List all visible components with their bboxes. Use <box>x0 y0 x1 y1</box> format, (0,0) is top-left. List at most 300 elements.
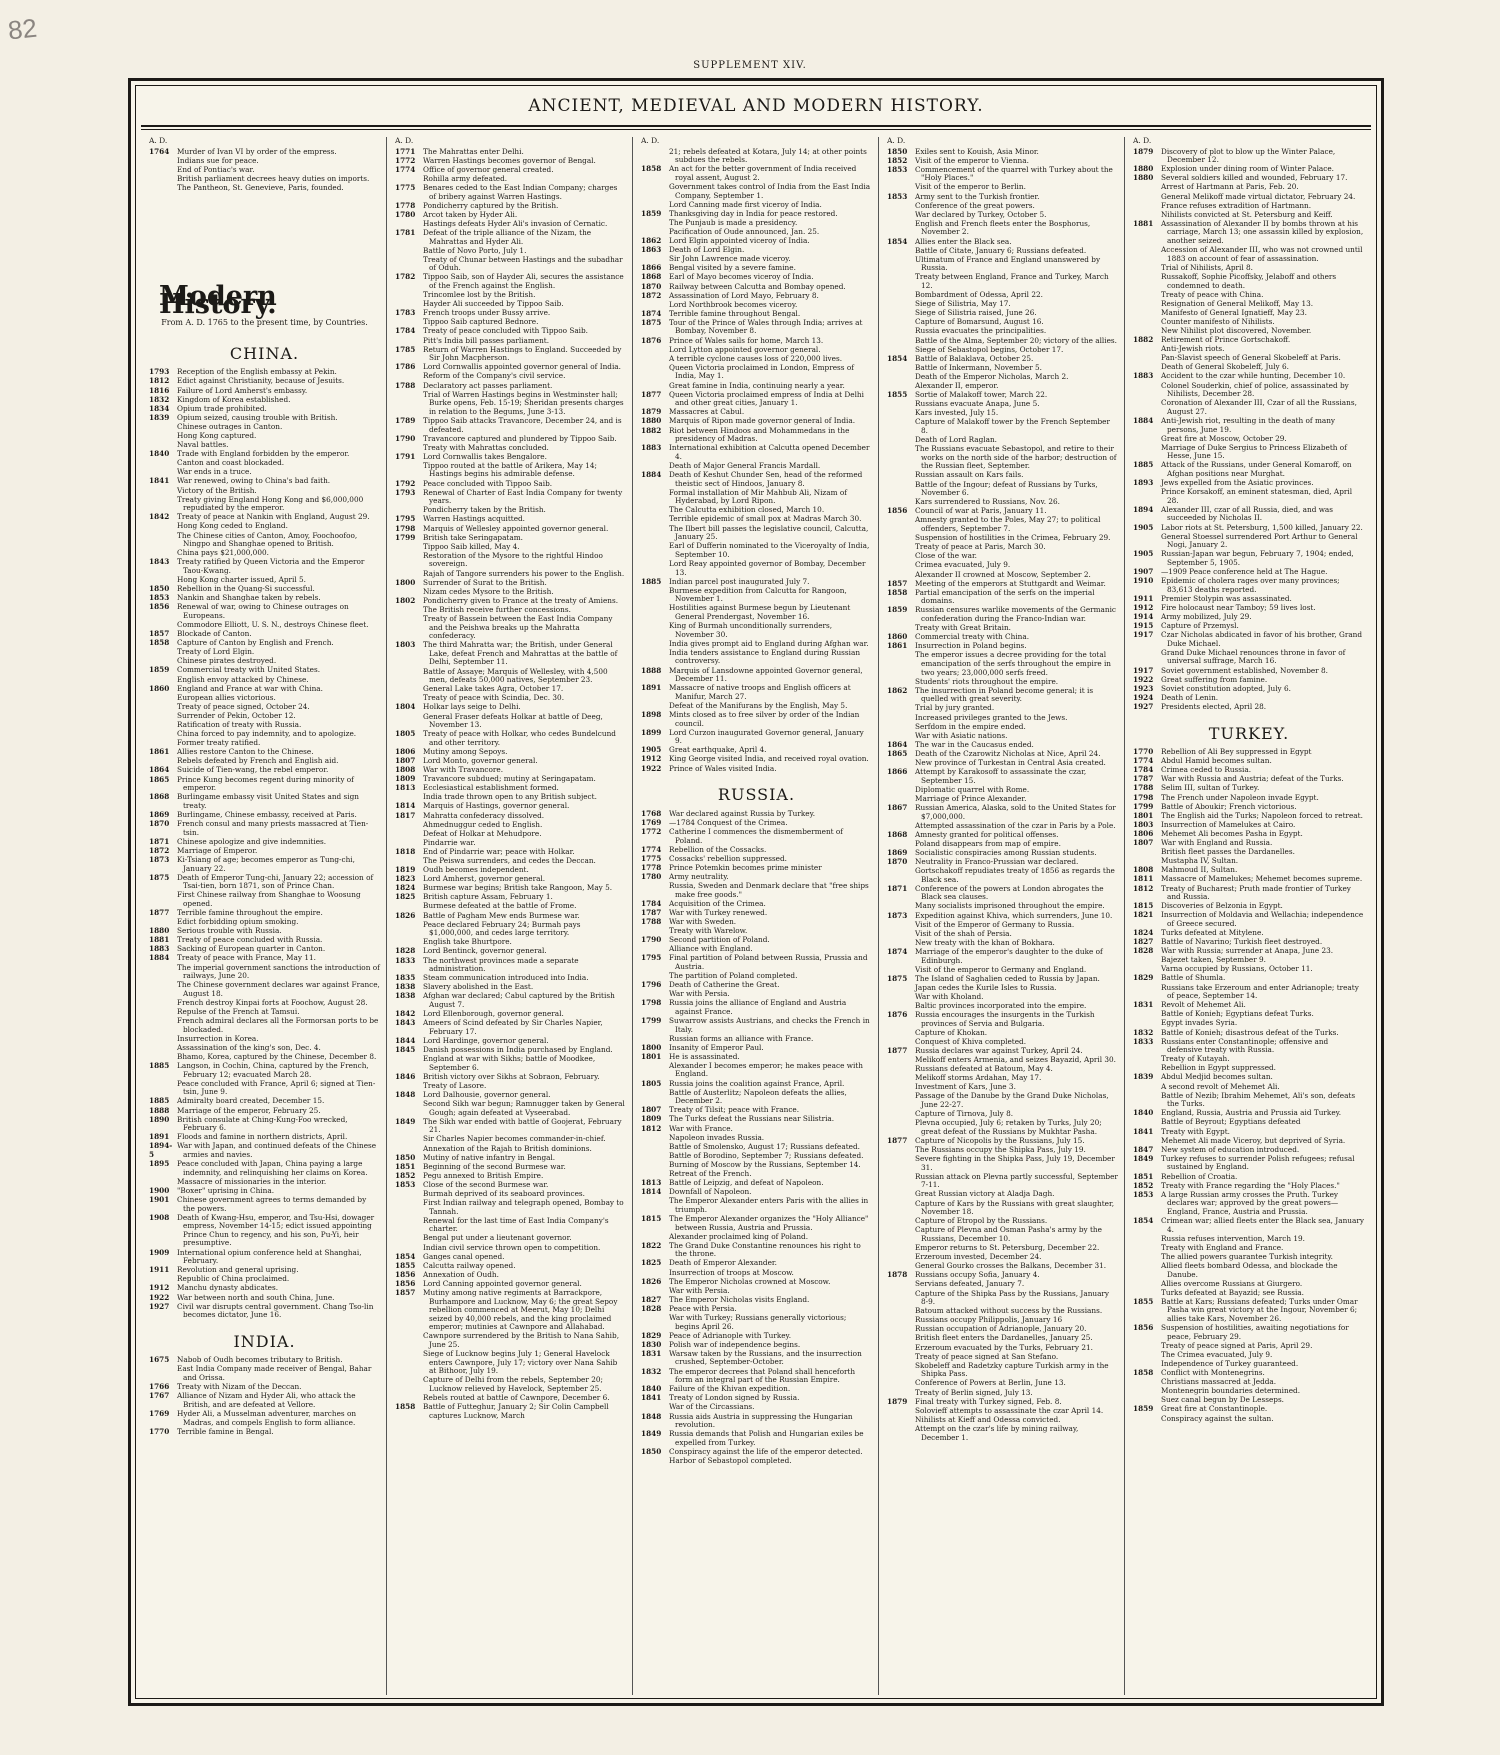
list-item <box>887 327 1118 336</box>
entry-year: 1866 <box>887 767 908 777</box>
entry-text: The French under Napoleon invade Egypt. <box>1161 792 1319 802</box>
entry-text: Reform of the Company's civil service. <box>423 371 566 381</box>
entry-year <box>149 676 175 685</box>
entry-year: 1769 <box>641 817 662 827</box>
entry-text: The Russians evacuate Sebastopol, and retire to their works on the north side of the harbor; destruction of the Russian fleet, September. <box>915 444 1117 471</box>
entry-year: 1825 <box>641 1258 662 1268</box>
entry-text: Great fire at Constantinople. <box>1161 1404 1268 1414</box>
entry-year <box>887 571 913 580</box>
entry-text: Capture of Canton by English and French. <box>177 638 334 648</box>
entry-text: Commercial treaty with United States. <box>177 665 321 675</box>
entry-text: Nizam cedes Mysore to the British. <box>423 586 554 596</box>
entry-text: Alexander proclaimed king of Poland. <box>669 1231 809 1241</box>
list-item <box>887 687 1118 704</box>
entry-year: 1875 <box>641 317 662 327</box>
entry-year: 1853 <box>887 191 908 201</box>
entry-text: Exiles sent to Kouish, Asia Minor. <box>915 146 1039 156</box>
entry-year: 1851 <box>1133 1171 1154 1181</box>
entry-year <box>887 327 913 336</box>
entry-text: Opium seized, causing trouble with British. <box>177 412 338 422</box>
entry-year <box>887 364 913 373</box>
entry-year: 1885 <box>641 576 662 586</box>
list-item <box>641 1413 872 1430</box>
entry-text: Russian America, Alaska, sold to the United States for $7,000,000. <box>915 802 1116 821</box>
entry-text: Lord Cornwallis takes Bengalore. <box>423 451 547 461</box>
list-item <box>395 1100 626 1117</box>
entry-text: China forced to pay indemnity, and to apologize. <box>177 729 357 739</box>
list-item <box>641 1125 872 1134</box>
entry-year: 1907 <box>1133 567 1154 576</box>
entry-text: Surrender of Pekin, October 12. <box>177 710 296 720</box>
history-column-1 <box>149 137 387 1695</box>
entry-text: Attempt on the czar's life by mining railway, December 1. <box>915 1423 1079 1442</box>
list-item <box>149 1284 380 1293</box>
list-item <box>887 1290 1118 1307</box>
entry-year: 1840 <box>1133 1108 1154 1118</box>
entry-text: Mehemet Ali made Viceroy, but deprived of Syria. <box>1161 1135 1346 1145</box>
list-item <box>887 1280 1118 1289</box>
list-item <box>641 417 872 426</box>
list-item <box>641 283 872 292</box>
entry-text: Treaty with Egypt. <box>1161 1126 1230 1136</box>
entry-year <box>395 1244 421 1253</box>
entry-year <box>641 506 667 515</box>
entry-text: Conference of Powers at Berlin, June 13. <box>915 1378 1066 1388</box>
entry-text: Lord Reay appointed governor of Bombay, December 13. <box>669 558 866 577</box>
list-item <box>887 481 1118 498</box>
entry-year <box>641 1134 667 1143</box>
list-item <box>641 1017 872 1034</box>
list-item <box>1133 524 1365 533</box>
entry-text: Insurrection of troops at Moscow. <box>669 1267 794 1277</box>
entry-year <box>1133 291 1159 300</box>
entry-text: British victory over Sikhs at Sobraon, February. <box>423 1071 600 1081</box>
entry-year: 1839 <box>1133 1072 1154 1082</box>
list-item <box>395 821 626 830</box>
list-item <box>149 954 380 963</box>
entry-text: Conference of the great powers. <box>915 200 1035 210</box>
list-item <box>887 885 1118 902</box>
entry-text: Russians take Erzeroum and enter Adrianople; treaty of peace, September 14. <box>1161 982 1359 1001</box>
entry-year <box>887 436 913 445</box>
entry-year: 1831 <box>641 1348 662 1358</box>
list-item <box>641 489 872 506</box>
entry-year <box>1133 1137 1159 1146</box>
ad-label: A. D. <box>1133 137 1152 145</box>
entry-text: Accession of Alexander III, who was not crowned until 1883 on account of fear of assassination. <box>1161 245 1363 263</box>
entry-text: Arcot taken by Hyder Ali. <box>423 209 518 219</box>
entry-year: 1877 <box>887 1135 908 1145</box>
entry-year: 1822 <box>641 1240 662 1250</box>
entry-year: 1813 <box>395 783 416 793</box>
list-item <box>887 445 1118 471</box>
entry-year: 1912 <box>641 754 662 764</box>
list-item <box>887 966 1118 975</box>
page-frame <box>128 78 1384 1706</box>
entry-year: 1874 <box>641 308 662 318</box>
entry-year <box>887 993 913 1002</box>
entry-text: Presidents elected, April 28. <box>1161 701 1267 711</box>
entry-text: The Crimea evacuated, July 9. <box>1161 1349 1273 1359</box>
entry-text: Thanksgiving day in India for peace restored. <box>669 208 838 218</box>
entry-year <box>1133 444 1159 461</box>
entry-year: 1832 <box>149 394 170 404</box>
entry-text: Russians evacuate Anapa, June 5. <box>915 399 1040 409</box>
list-item <box>887 732 1118 741</box>
list-item <box>395 1350 626 1376</box>
entry-text: Allied fleets bombard Odessa, and blockade the Danube. <box>1161 1260 1338 1279</box>
list-item <box>149 1142 380 1159</box>
entry-year <box>641 649 667 666</box>
entry-text: Battle at Kars; Russians defeated; Turks under Omar Pasha win great victory at the Ingour, November 6; allies take Kars, November 26. <box>1161 1296 1358 1323</box>
entry-text: Battle of Austerlitz; Napoleon defeats the allies, December 2. <box>669 1087 847 1106</box>
entry-year <box>887 1226 913 1243</box>
list-item <box>395 1376 626 1393</box>
entry-year <box>395 372 421 381</box>
entry-text: Floods and famine in northern districts, April. <box>177 1132 348 1142</box>
entry-year: 1767 <box>149 1391 170 1401</box>
entry-year <box>887 309 913 318</box>
entry-text: Treaty of peace signed, October 24. <box>177 701 310 711</box>
entry-year: 1783 <box>395 308 416 318</box>
entry-text: Hostilities against Burmese begun by Lieutenant General Prendergast, November 16. <box>669 603 851 621</box>
entry-year: 1858 <box>641 164 662 174</box>
entry-text: Retreat of the French. <box>669 1169 752 1178</box>
entry-year: 1841 <box>1133 1126 1154 1136</box>
list-item <box>395 703 626 712</box>
list-item <box>395 912 626 921</box>
list-item <box>641 1197 872 1214</box>
list-item <box>887 1173 1118 1190</box>
entry-text: Ganges canal opened. <box>423 1251 505 1261</box>
entry-year: 1879 <box>641 407 662 417</box>
entry-text: Trial of Warren Hastings begins in Westminster hall; Burke opens, Feb. 15-19; Sheridan presents charges in relation to the Begums, June 3-13. <box>423 389 624 416</box>
list-item <box>1133 1235 1365 1244</box>
entry-year: 1847 <box>1133 1144 1154 1154</box>
entry-text: Trade with England forbidden by the emperor. <box>177 449 350 459</box>
entry-year: 1859 <box>887 605 908 615</box>
list-item <box>641 578 872 587</box>
entry-text: Burmese expedition from Calcutta for Rangoon, November 1. <box>669 585 847 604</box>
entry-year: 1875 <box>887 973 908 983</box>
entry-year <box>395 606 421 615</box>
entry-year: 1827 <box>1133 937 1154 947</box>
entry-year: 1853 <box>1133 1189 1154 1199</box>
list-item <box>887 238 1118 247</box>
list-item <box>395 992 626 1009</box>
entry-text: Great fire at Moscow, October 29. <box>1161 433 1287 443</box>
entry-year <box>149 1044 175 1053</box>
entry-text: Russian forms an alliance with France. <box>669 1033 814 1043</box>
list-item <box>1133 148 1365 165</box>
entry-year: 1883 <box>641 443 662 453</box>
entry-text: Renewal for the last time of East India Company's charter. <box>423 1215 609 1234</box>
entry-text: —1909 Peace conference held at The Hague. <box>1161 567 1328 576</box>
entry-year: 1875 <box>149 872 170 882</box>
entry-year: 1868 <box>641 272 662 282</box>
entry-year: 1826 <box>641 1276 662 1286</box>
entry-year: 1852 <box>1133 1180 1154 1190</box>
entry-year: 1787 <box>641 907 662 917</box>
entry-text: First Indian railway and telegraph opened, Bombay to Tannah. <box>423 1198 624 1216</box>
entry-year: 1772 <box>641 826 662 836</box>
entry-year <box>887 678 913 687</box>
entry-year <box>1133 1378 1159 1387</box>
entry-text: Russian attack on Plevna partly successful, September 7-11. <box>915 1171 1118 1190</box>
entry-year <box>887 1146 913 1155</box>
entry-text: Treaty with Mahrattas concluded. <box>423 442 549 452</box>
entry-year <box>1133 246 1159 263</box>
entry-year: 1894 <box>1133 504 1154 514</box>
entry-text: Russians defeated at Batoum, May 4. <box>915 1064 1053 1074</box>
entry-text: Death of Lord Raglan. <box>915 435 997 445</box>
entry-year: 1856 <box>395 1278 416 1288</box>
list-item <box>149 1017 380 1034</box>
history-column-4 <box>887 137 1125 1695</box>
entry-text: Army neutrality. <box>669 871 729 881</box>
entry-year <box>641 489 667 506</box>
entry-text: Death of Lenin. <box>1161 692 1219 702</box>
entry-year: 1812 <box>1133 883 1154 893</box>
entry-text: Manifesto of General Ignatieff, May 23. <box>1161 307 1307 317</box>
entry-text: War with Persia. <box>669 1285 730 1295</box>
entry-text: Lord Monto, governor general. <box>423 755 538 765</box>
entry-year: 1912 <box>1133 602 1154 612</box>
list-item <box>1133 1092 1365 1109</box>
entry-text: Death of Emperor Tung-chi, January 22; accession of Tsai-tien, born 1871, son of Prince Chan. <box>177 872 374 891</box>
entry-year: 1905 <box>1133 549 1154 559</box>
entry-text: Japan cedes the Kurile Isles to Russia. <box>915 982 1057 992</box>
list-item <box>149 776 380 793</box>
entry-year <box>887 1200 913 1217</box>
entry-year <box>641 346 667 355</box>
list-item <box>149 1392 380 1409</box>
entry-text: Arrest of Hartmann at Paris, Feb. 20. <box>1161 182 1299 192</box>
entry-year: 1841 <box>641 1393 662 1403</box>
entry-text: Terrible famine in Bengal. <box>177 1426 274 1436</box>
entry-text: Treaty of peace concluded with Russia. <box>177 935 323 945</box>
entry-text: Battle of Novo Porto, July 1. <box>423 245 527 255</box>
entry-text: Mutiny of native infantry in Bengal. <box>423 1152 556 1162</box>
entry-text: Russians occupy Philippolis, January 16 <box>915 1315 1063 1325</box>
entry-year: 1800 <box>395 577 416 587</box>
entry-text: War with Turkey; Russians generally victorious; begins April 26. <box>669 1313 847 1331</box>
list-item <box>395 1244 626 1253</box>
entry-text: Naval battles. <box>177 440 229 450</box>
entry-text: Formal installation of Mir Mahbub Ali, Nizam of Hyderabad, by Lord Ripon. <box>669 487 847 506</box>
entry-text: Lord Curzon inaugurated Governor general, January 9. <box>669 727 864 746</box>
entry-text: Capture of the Shipka Pass by the Russians, January 8-9. <box>915 1288 1110 1307</box>
entry-text: French consul and many priests massacred at Tien-tsin. <box>177 819 369 837</box>
list-item <box>395 1154 626 1163</box>
entry-year <box>887 1344 913 1353</box>
entry-year <box>395 552 421 569</box>
entry-text: Peace declared February 24; Burmah pays $1,000,000, and cedes large territory. <box>423 919 581 938</box>
entry-year: 1817 <box>395 810 416 820</box>
list-item <box>149 377 380 386</box>
entry-year: 1809 <box>641 1114 662 1124</box>
entry-text: Marquis of Ripon made governor general of India. <box>669 416 856 426</box>
entry-text: Tippoo Saib killed, May 4. <box>423 541 520 551</box>
entry-year <box>887 1316 913 1325</box>
entry-text: Treaty with England and France. <box>1161 1242 1284 1252</box>
entry-text: Visit of the shah of Persia. <box>915 928 1012 938</box>
entry-year: 1832 <box>641 1366 662 1376</box>
entry-year: 1854 <box>887 353 908 363</box>
entry-year <box>641 560 667 577</box>
list-item <box>641 1430 872 1447</box>
entry-text: Treaty giving England Hong Kong and $6,000,000 repudiated by the emperor. <box>177 494 364 513</box>
entry-year: 1893 <box>1133 478 1154 488</box>
entry-text: Treaty of Bassein between the East India Company and the Peishwa breaks up the Mahratta confederacy. <box>423 613 613 641</box>
entry-text: Labor riots at St. Petersburg, 1,500 killed, January 22. <box>1161 522 1363 532</box>
list-item <box>641 525 872 542</box>
entry-year: 1798 <box>1133 792 1154 802</box>
entry-year <box>395 256 421 273</box>
list-item <box>641 999 872 1016</box>
entry-text: Tippoo Saib captured Bednore. <box>423 317 539 327</box>
entry-text: Marquis of Hastings, governor general. <box>423 801 570 811</box>
list-item <box>395 1163 626 1172</box>
entry-text: General Lake takes Agra, October 17. <box>423 684 564 694</box>
list-item <box>1133 794 1365 803</box>
entry-text: The Peiswa surrenders, and cedes the Deccan. <box>423 856 596 865</box>
entry-year <box>395 1145 421 1154</box>
entry-text: King George visited India, and received royal ovation. <box>669 754 869 764</box>
entry-text: Pondicherry captured by the British. <box>423 200 559 210</box>
entry-year: 1881 <box>1133 218 1154 228</box>
list-item <box>1133 1298 1365 1324</box>
entry-year <box>887 902 913 911</box>
list-item <box>641 319 872 336</box>
entry-year: 1898 <box>641 710 662 719</box>
entry-year <box>887 273 913 290</box>
entry-text: Prince Potemkin becomes prime minister <box>669 862 822 872</box>
entry-year <box>887 256 913 273</box>
entry-year <box>395 713 421 730</box>
entry-year <box>1133 649 1159 666</box>
entry-text: Peace concluded with Tippoo Saib. <box>423 478 553 488</box>
entry-text: Alliance of Nizam and Hyder Ali, who attack the British, and are defeated at Vellore. <box>177 1391 356 1409</box>
list-item <box>1133 911 1365 928</box>
entry-text: Great Russian victory at Aladja Dagh. <box>915 1189 1055 1199</box>
entry-text: Colonel Souderkin, chief of police, assassinated by Nihilists, December 28. <box>1161 380 1349 399</box>
entry-text: Czar Nicholas abdicated in favor of his brother, Grand Duke Michael. <box>1161 630 1363 648</box>
list-item <box>641 382 872 391</box>
entry-year: 1843 <box>149 557 170 567</box>
entry-text: War with Persia. <box>669 989 730 999</box>
entry-text: Death of Major General Francis Mardall. <box>669 460 821 470</box>
entry-year: 1866 <box>641 263 662 273</box>
list-item <box>641 1044 872 1053</box>
entry-text: Meeting of the emperors at Stuttgardt and Weimar. <box>915 578 1106 588</box>
list-item <box>1133 488 1365 505</box>
entry-year: 1870 <box>149 819 170 829</box>
entry-text: Insanity of Emperor Paul. <box>669 1042 764 1052</box>
entry-text: Treaty of peace signed at Paris, April 29. <box>1161 1340 1313 1350</box>
entry-text: Russia demands that Polish and Hungarian exiles be expelled from Turkey. <box>669 1429 864 1447</box>
entry-year <box>395 391 421 417</box>
entry-text: Russia aids Austria in suppressing the Hungarian revolution. <box>669 1411 853 1430</box>
entry-year <box>1133 435 1159 444</box>
entry-year: 1838 <box>395 982 416 992</box>
entry-year: 1801 <box>641 1051 662 1061</box>
entry-year <box>1133 1055 1159 1064</box>
list-item <box>641 1215 872 1232</box>
entry-text: War declared against Russia by Turkey. <box>669 808 816 818</box>
entry-year: 1805 <box>395 729 416 739</box>
entry-year: 1888 <box>641 665 662 675</box>
entry-year <box>887 723 913 732</box>
entry-text: Prince of Wales visited India. <box>669 763 777 773</box>
entry-text: General Gourko crosses the Balkans, December 31. <box>915 1261 1107 1271</box>
entry-text: International exhibition at Calcutta opened December 4. <box>669 443 870 461</box>
entry-text: Republic of China proclaimed. <box>177 1274 290 1284</box>
list-item <box>149 487 380 496</box>
entry-text: Close of the war. <box>915 551 977 561</box>
entry-text: The Punjaub is made a presidency. <box>669 217 798 227</box>
list-item <box>641 1134 872 1143</box>
entry-text: Annexation of the Rajah to British dominions. <box>423 1143 592 1153</box>
entry-text: Battle of Inkermann, November 5. <box>915 362 1042 372</box>
entry-year <box>1133 183 1159 192</box>
entry-text: Treaty of Tilsit; peace with France. <box>669 1105 800 1115</box>
list-item <box>1133 300 1365 309</box>
entry-text: English and French fleets enter the Bosphorus, November 2. <box>915 218 1091 237</box>
entry-year: 1850 <box>887 146 908 156</box>
list-item <box>149 1196 380 1213</box>
entry-text: England, Russia, Austria and Prussia aid Turkey. <box>1161 1108 1342 1118</box>
list-item <box>887 516 1118 533</box>
entry-text: Increased privileges granted to the Jews. <box>915 712 1068 722</box>
entry-text: Fire holocaust near Tamboy; 59 lives lost. <box>1161 602 1316 612</box>
list-item <box>887 256 1118 273</box>
entry-text: Marquis of Lansdowne appointed Governor general, December 11. <box>669 665 863 684</box>
entry-year <box>149 175 175 184</box>
list-item <box>395 444 626 453</box>
entry-text: Annexation of Oudh. <box>423 1269 499 1279</box>
entry-text: Suwarrow assists Austrians, and checks the French in Italy. <box>669 1015 870 1034</box>
entry-year: 1859 <box>149 665 170 675</box>
entry-year <box>641 1143 667 1152</box>
entry-text: Battle of Futteghur, January 2; Sir Colin Campbell captures Lucknow, March <box>423 1402 609 1420</box>
entry-year: 1901 <box>149 1194 170 1204</box>
list-item <box>149 793 380 810</box>
list-item <box>395 489 626 506</box>
entry-year <box>641 364 667 381</box>
entry-text: Pegu annexed to British Empire. <box>423 1170 544 1180</box>
entry-year <box>641 1197 667 1214</box>
entry-year: 1877 <box>641 389 662 399</box>
entry-text: War with Japan, and continued defeats of the Chinese armies and navies. <box>177 1141 377 1159</box>
entry-text: War with Asiatic nations. <box>915 730 1008 740</box>
entry-text: Peace concluded with France, April 6; signed at Tien-tsin, June 9. <box>177 1078 376 1097</box>
entry-text: Defeat of the triple alliance of the Nizam, the Mahrattas and Hyder Ali. <box>423 227 592 246</box>
entry-text: Battle of Konieh; disastrous defeat of the Turks. <box>1161 1027 1339 1037</box>
entry-year: 1854 <box>887 236 908 246</box>
entry-text: Rohilla army defeated. <box>423 173 508 183</box>
entry-text: Indian civil service thrown open to competition. <box>423 1242 601 1252</box>
entry-year <box>149 487 175 496</box>
list-item <box>149 387 380 396</box>
entry-text: Lord Lytton appointed governor general. <box>669 344 821 354</box>
entry-text: War with France. <box>669 1123 733 1133</box>
entry-year: 1912 <box>149 1283 170 1293</box>
entry-year: 1917 <box>1133 630 1154 640</box>
entry-text: The imperial government sanctions the introduction of railways, June 20. <box>177 962 380 981</box>
list-item <box>641 1457 872 1466</box>
list-item <box>1133 246 1365 263</box>
